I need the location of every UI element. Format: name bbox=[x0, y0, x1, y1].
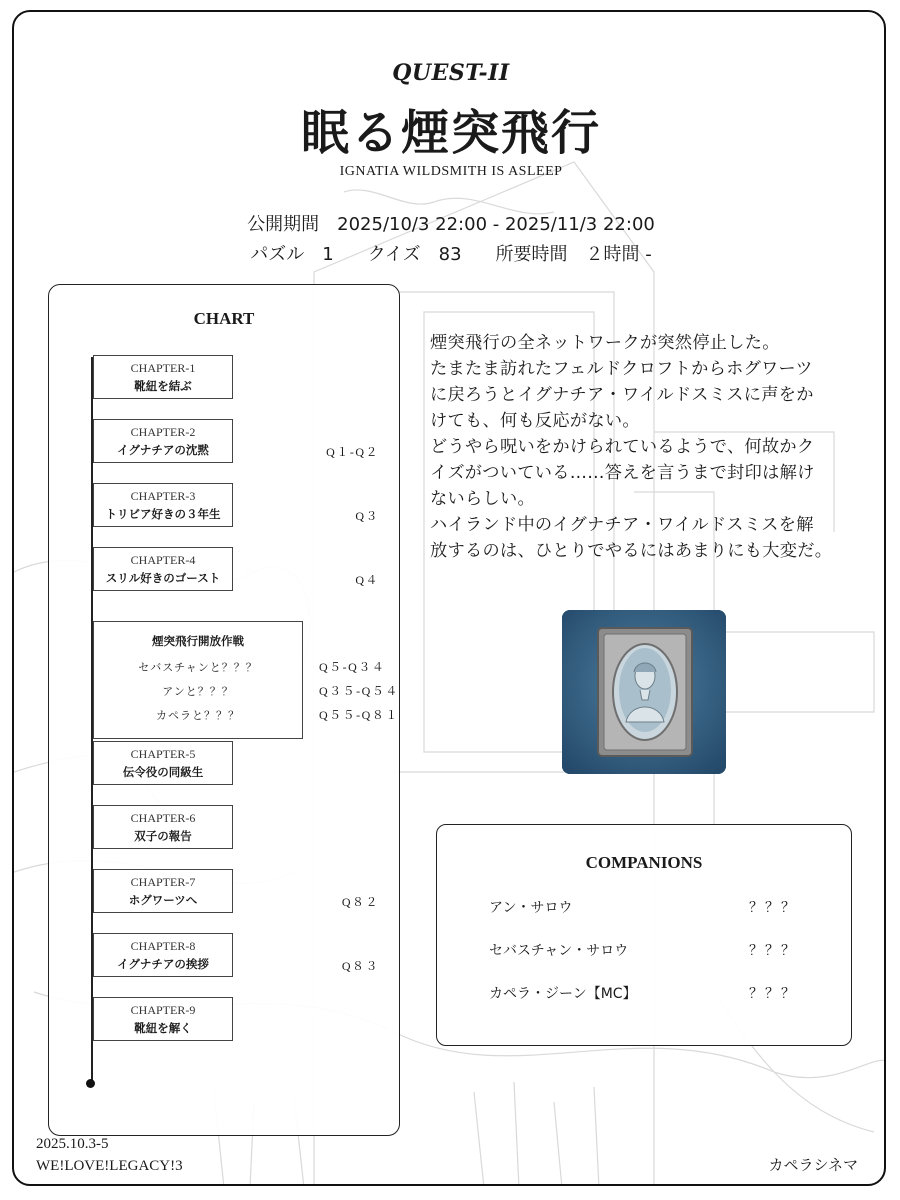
operation-quiz-range: Q３５-Q５４ bbox=[319, 684, 399, 698]
chapter-name: イグナチアの沈黙 bbox=[117, 443, 209, 457]
story-line: たまたま訪れたフェルドクロフトからホグワーツ bbox=[430, 359, 813, 379]
chapter-box bbox=[93, 741, 233, 785]
story-line: 放するのは、ひとりでやるにはあまりにも大変だ。 bbox=[430, 541, 833, 561]
quiz-value: 83 bbox=[438, 244, 462, 265]
chapter-number: CHAPTER-5 bbox=[130, 747, 196, 761]
chapter-box bbox=[93, 805, 233, 849]
chapter-number: CHAPTER-7 bbox=[130, 875, 196, 889]
chapter-quiz-range: Q４ bbox=[355, 573, 379, 587]
chapter-name: 伝令役の同級生 bbox=[122, 765, 204, 779]
operation-item: カペラと？？？ bbox=[156, 709, 240, 722]
chapter-number: CHAPTER-3 bbox=[130, 489, 196, 503]
companions-panel bbox=[436, 824, 852, 1046]
chapter-name: 靴紐を結ぶ bbox=[134, 379, 192, 393]
chapter-number: CHAPTER-9 bbox=[130, 1003, 196, 1017]
event-date: 2025.10.3-5 bbox=[36, 1136, 109, 1152]
portrait-frame-image bbox=[562, 610, 726, 774]
stats-row bbox=[14, 240, 886, 266]
page-frame bbox=[12, 10, 886, 1186]
story-line: ハイランド中のイグナチア・ワイルドスミスを解 bbox=[430, 515, 814, 535]
chapter-name: 靴紐を解く bbox=[134, 1021, 192, 1035]
page-subtitle: IGNATIA WILDSMITH IS ASLEEP bbox=[339, 164, 563, 179]
portrait-illustration bbox=[562, 610, 726, 774]
operation-item: アンと？？？ bbox=[162, 685, 234, 698]
puzzle-label: パズル bbox=[250, 244, 305, 265]
story-line: けても、何も反応がない。 bbox=[430, 411, 640, 431]
chapter-number: CHAPTER-1 bbox=[130, 361, 196, 375]
chapter-box bbox=[93, 997, 233, 1041]
chapter-number: CHAPTER-6 bbox=[130, 811, 196, 825]
chapter-box bbox=[93, 933, 233, 977]
chapter-name: 双子の報告 bbox=[134, 829, 192, 843]
companion-status: ？？？ bbox=[749, 900, 797, 916]
chart-panel bbox=[48, 284, 400, 1136]
operation-quiz-range: Q５５-Q８１ bbox=[319, 708, 399, 722]
time-value: ２時間 - bbox=[585, 244, 652, 265]
quest-label: QUEST-II bbox=[392, 60, 510, 86]
event-name: WE!LOVE!LEGACY!3 bbox=[36, 1158, 183, 1174]
chapter-box bbox=[93, 483, 233, 527]
chapter-number: CHAPTER-4 bbox=[130, 553, 196, 567]
period-label: 公開期間 bbox=[247, 214, 320, 235]
chapter-box bbox=[93, 869, 233, 913]
chapter-box bbox=[93, 419, 233, 463]
chapter-quiz-range: Q１-Q２ bbox=[326, 445, 379, 459]
companion-name: アン・サロウ bbox=[489, 900, 573, 916]
chapter-box bbox=[93, 355, 233, 399]
page-title: 眠る煙突飛行 bbox=[300, 105, 601, 161]
chapter-name: スリル好きのゴースト bbox=[105, 571, 221, 585]
time-label: 所要時間 bbox=[495, 244, 568, 265]
companion-name: カペラ・ジーン【MC】 bbox=[489, 986, 637, 1002]
timeline-end-dot bbox=[86, 1079, 95, 1088]
chapter-box bbox=[93, 547, 233, 591]
credit-label: カペラシネマ bbox=[768, 1156, 858, 1174]
chapter-quiz-range: Q８３ bbox=[341, 959, 379, 973]
story-text bbox=[430, 330, 880, 564]
chapter-number: CHAPTER-2 bbox=[130, 425, 196, 439]
companion-status: ？？？ bbox=[749, 943, 797, 959]
companion-status: ？？？ bbox=[749, 986, 797, 1002]
operation-quiz-range: Q５-Q３４ bbox=[319, 660, 386, 674]
chapter-name: ホグワーツへ bbox=[128, 893, 198, 907]
story-line: イズがついている……答えを言うまで封印は解け bbox=[430, 463, 815, 483]
chapter-number: CHAPTER-8 bbox=[130, 939, 196, 953]
story-line: 煙突飛行の全ネットワークが突然停止した。 bbox=[430, 333, 780, 353]
story-line: に戻ろうとイグナチア・ワイルドスミスに声をか bbox=[430, 385, 814, 405]
chart-title: CHART bbox=[193, 309, 255, 328]
story-line: ないらしい。 bbox=[430, 489, 535, 509]
companion-name: セバスチャン・サロウ bbox=[489, 943, 629, 959]
companions-title: COMPANIONS bbox=[585, 853, 703, 872]
chapter-name: トリビア好きの３年生 bbox=[105, 507, 221, 521]
operation-box bbox=[93, 621, 303, 739]
story-line: どうやら呪いをかけられているようで、何故かク bbox=[430, 437, 815, 457]
chapter-name: イグナチアの挨拶 bbox=[117, 957, 209, 971]
puzzle-value: 1 bbox=[322, 244, 334, 265]
chapter-quiz-range: Q３ bbox=[355, 509, 379, 523]
operation-title: 煙突飛行開放作戦 bbox=[152, 634, 244, 648]
quiz-label: クイズ bbox=[367, 244, 421, 265]
period-row bbox=[14, 210, 886, 236]
operation-item: セバスチャンと？？？ bbox=[138, 661, 258, 674]
chapter-quiz-range: Q８２ bbox=[341, 895, 379, 909]
period-value: 2025/10/3 22:00 - 2025/11/3 22:00 bbox=[337, 214, 655, 235]
